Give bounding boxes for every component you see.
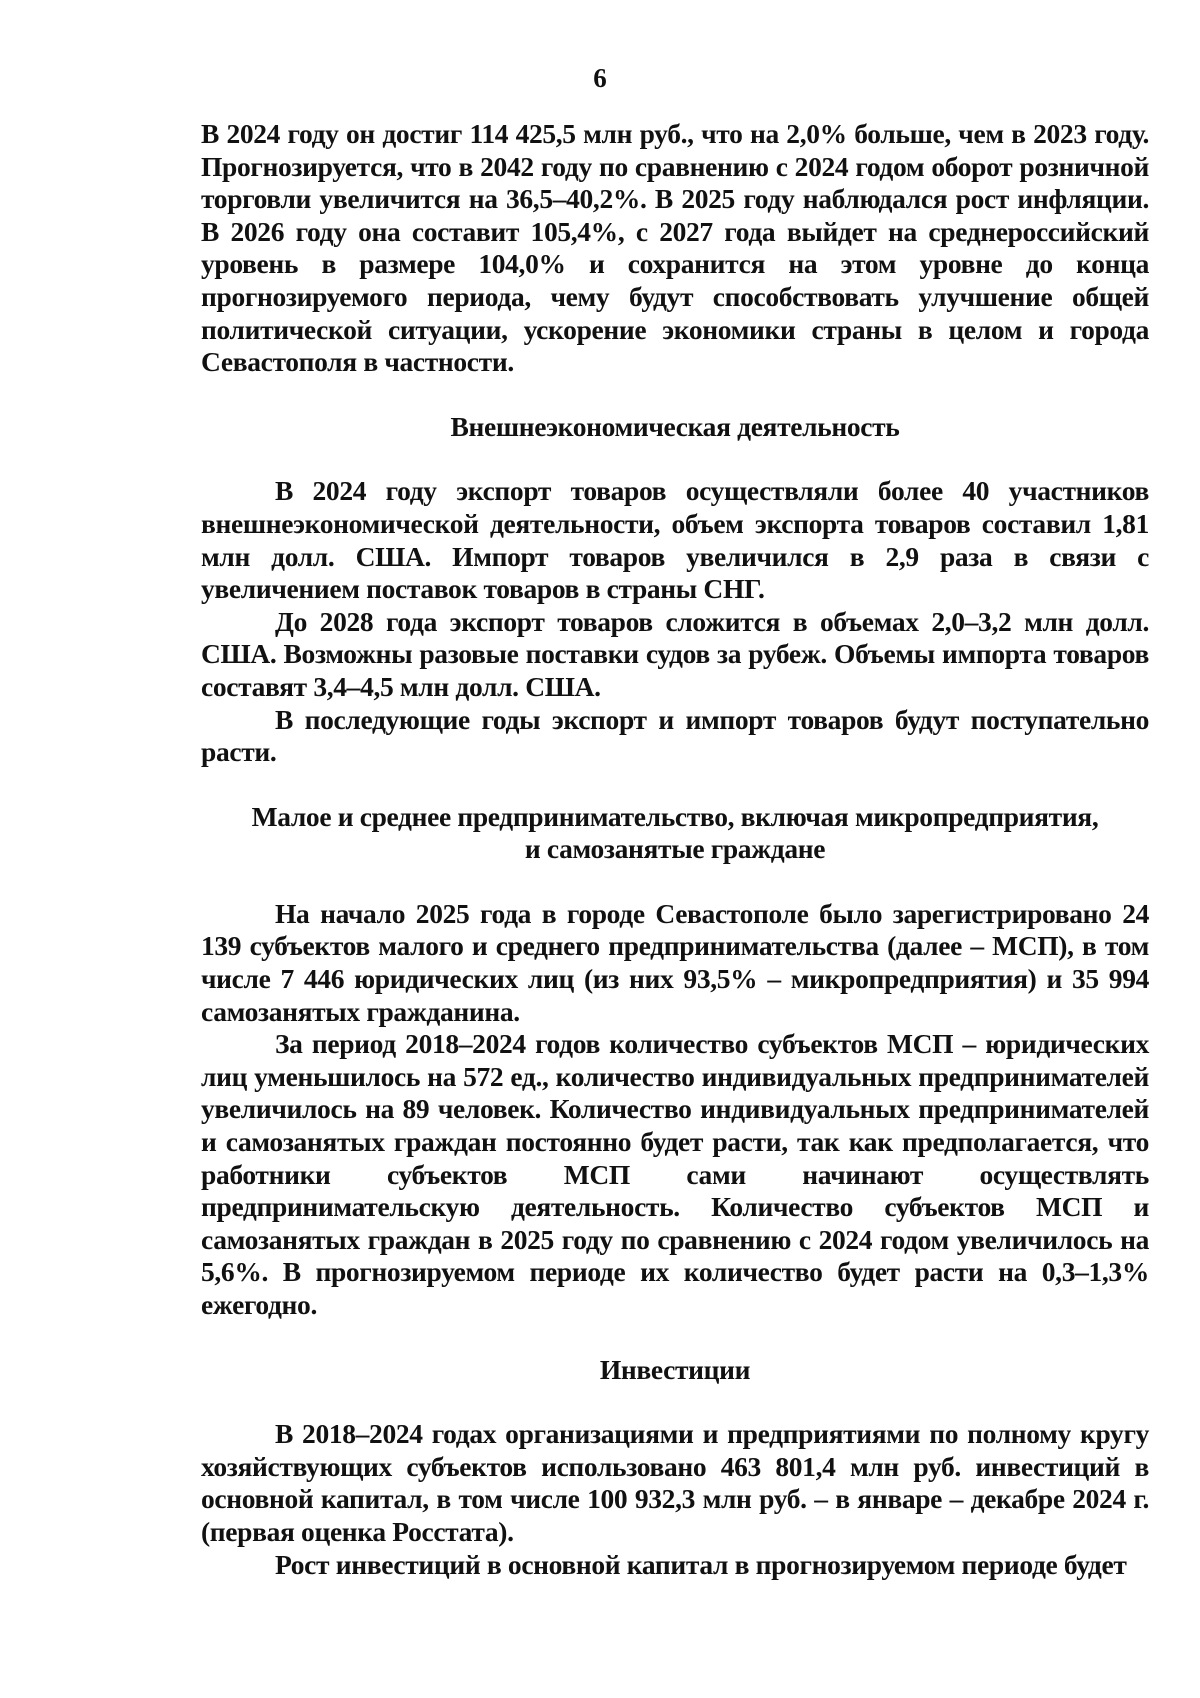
paragraph-sme-count: На начало 2025 года в городе Севастополе было зарегистрировано 24 139 субъектов малого и среднего предпринимательства (далее – МСП), в том числе 7 446 юридических лиц (из них 93,5% – микропредприятия) и 35 994 самозанятых гражданина.: [201, 897, 1149, 1027]
heading-foreign-trade: Внешнеэкономическая деятельность: [450, 410, 900, 442]
paragraph-export-forecast: До 2028 года экспорт товаров сложится в объемах 2,0–3,2 млн долл. США. Возможны разовые поставки судов за рубеж. Объемы импорта товаров составят 3,4–4,5 млн долл. США.: [201, 605, 1149, 702]
paragraph-export-future: В последующие годы экспорт и импорт товаров будут поступательно расти.: [201, 703, 1149, 768]
document-body: [201, 118, 1149, 1581]
heading-small-business-line2: и самозанятые граждане: [524, 833, 826, 865]
heading-small-business-line1: Малое и среднее предпринимательство, включая микропредприятия,: [251, 800, 1099, 832]
paragraph-sme-dynamics: За период 2018–2024 годов количество субъектов МСП – юридических лиц уменьшилось на 572 ед., количество индивидуальных предпринимателей увеличилось на 89 человек. Количество индивидуальных предпринимателей и самозанятых граждан постоянно будет расти, так как предполагается, что работники субъектов МСП сами начинают осуществлять предпринимательскую деятельность. Количество субъектов МСП и самозанятых граждан в 2025 году по сравнению с 2024 годом увеличилось на 5,6%. В прогнозируемом периоде их количество будет расти на 0,3–1,3% ежегодно.: [201, 1028, 1149, 1320]
paragraph-retail-inflation: В 2024 году он достиг 114 425,5 млн руб., что на 2,0% больше, чем в 2023 году. Прогнозируется, что в 2042 году по сравнению с 2024 годом оборот розничной торговли увеличится на 36,5–40,2%. В 2025 году наблюдался рост инфляции. В 2026 году она составит 105,4%, с 2027 года выйдет на среднероссийский уровень в размере 104,0% и сохранится на этом уровне до конца прогнозируемого периода, чему будут способствовать улучшение общей политической ситуации, ускорение экономики страны в целом и города Севастополя в частности.: [201, 118, 1149, 378]
paragraph-investments-growth: Рост инвестиций в основной капитал в прогнозируемом периоде будет: [275, 1548, 1127, 1580]
page-number: 6: [593, 63, 607, 93]
paragraph-investments-volume: В 2018–2024 годах организациями и предприятиями по полному кругу хозяйствующих субъектов использовано 463 801,4 млн руб. инвестиций в основной капитал, в том числе 100 932,3 млн руб. – в январе – декабре 2024 г. (первая оценка Росстата).: [201, 1418, 1149, 1547]
paragraph-export-2024: В 2024 году экспорт товаров осуществляли более 40 участников внешнеэкономической деятельности, объем экспорта товаров составил 1,81 млн долл. США. Импорт товаров увеличился в 2,9 раза в связи с увеличением поставок товаров в страны СНГ.: [201, 475, 1149, 605]
heading-investments: Инвестиции: [599, 1353, 751, 1385]
